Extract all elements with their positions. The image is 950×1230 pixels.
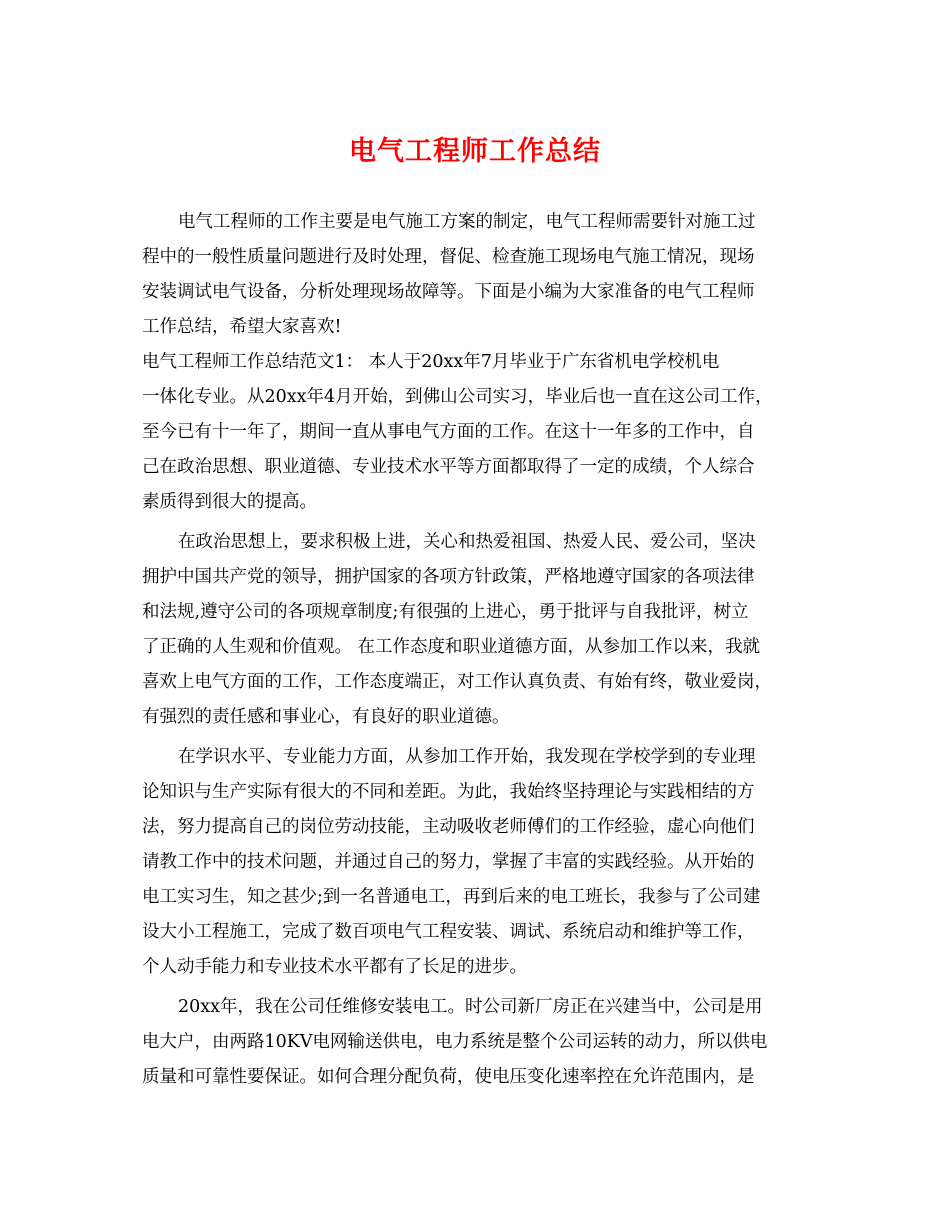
paragraph-line: 有强烈的责任感和事业心，有良好的职业道德。 <box>142 707 510 727</box>
paragraph-line: 至今已有十一年了，期间一直从事电气方面的工作。在这十一年多的工作中，自 <box>142 422 755 442</box>
paragraph-line: 喜欢上电气方面的工作，工作态度端正，对工作认真负责、有始有终，敬业爱岗， <box>142 672 772 692</box>
paragraph <box>142 205 810 345</box>
paragraph-line: 在学识水平、专业能力方面，从参加工作开始，我发现在学校学到的专业理 <box>178 747 756 767</box>
paragraph-line: 个人动手能力和专业技术水平都有了长足的进步。 <box>142 957 527 977</box>
paragraph-line: 在政治思想上，要求积极上进，关心和热爱祖国、热爱人民、爱公司，坚决 <box>178 532 756 552</box>
paragraph-line: 安装调试电气设备，分析处理现场故障等。下面是小编为大家准备的电气工程师 <box>142 282 755 302</box>
paragraph-line: 电气工程师的工作主要是电气施工方案的制定，电气工程师需要针对施工过 <box>178 212 756 232</box>
paragraph-line: 电大户，由两路10KV电网输送供电，电力系统是整个公司运转的动力，所以供电 <box>142 1032 768 1052</box>
paragraph-line: 请教工作中的技术问题，并通过自己的努力，掌握了丰富的实践经验。从开始的 <box>142 852 755 872</box>
document-body <box>142 205 810 1095</box>
paragraph <box>142 345 810 520</box>
paragraph <box>142 990 810 1095</box>
paragraph-line: 拥护中国共产党的领导，拥护国家的各项方针政策，严格地遵守国家的各项法律 <box>142 567 755 587</box>
paragraph-line: 己在政治思想、职业道德、专业技术水平等方面都取得了一定的成绩，个人综合 <box>142 457 755 477</box>
paragraph-line: 质量和可靠性要保证。如何合理分配负荷，使电压变化速率控在允许范围内，是 <box>142 1067 755 1087</box>
paragraph-line: 电气工程师工作总结范文1： 本人于20xx年7月毕业于广东省机电学校机电 <box>142 352 720 372</box>
paragraph-line: 设大小工程施工，完成了数百项电气工程安装、调试、系统启动和维护等工作， <box>142 922 755 942</box>
paragraph-line: 程中的一般性质量问题进行及时处理，督促、检查施工现场电气施工情况，现场 <box>142 247 755 267</box>
paragraph <box>142 740 810 985</box>
paragraph-line: 了正确的人生观和价值观。 在工作态度和职业道德方面，从参加工作以来，我就 <box>142 637 761 657</box>
paragraph-line: 20xx年，我在公司任维修安装电工。时公司新厂房正在兴建当中，公司是用 <box>178 997 763 1017</box>
paragraph-line: 论知识与生产实际有很大的不同和差距。为此，我始终坚持理论与实践相结的方 <box>142 782 755 802</box>
paragraph-line: 和法规,遵守公司的各项规章制度;有很强的上进心，勇于批评与自我批评，树立 <box>142 602 749 622</box>
paragraph-line: 法，努力提高自己的岗位劳动技能，主动吸收老师傅们的工作经验，虚心向他们 <box>142 817 755 837</box>
paragraph-line: 一体化专业。从20xx年4月开始，到佛山公司实习，毕业后也一直在这公司工作， <box>142 387 773 407</box>
document-title: 电气工程师工作总结 <box>349 136 601 167</box>
paragraph-line: 电工实习生，知之甚少;到一名普通电工，再到后来的电工班长，我参与了公司建 <box>142 887 761 907</box>
paragraph-line: 素质得到很大的提高。 <box>142 492 317 512</box>
paragraph <box>142 525 810 735</box>
paragraph-line: 工作总结，希望大家喜欢! <box>142 317 342 337</box>
